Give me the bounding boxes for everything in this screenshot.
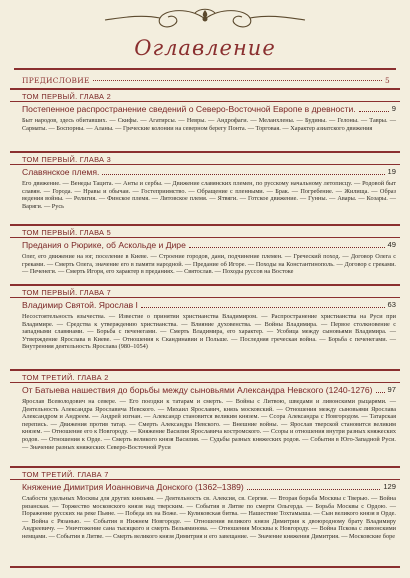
- section-divider: [10, 224, 400, 226]
- section-divider: [10, 164, 400, 165]
- entry-description: Его движение. — Венеды Тацита. — Анты и сербы. — Движение славянских племен, по русскому начальному летописцу. — Родовой быт славян. — Города. — Нравы и обычаи. — Гостеприимство. — Обращение с пленными. — Брак. — Погребение. — Жилища. — Образ ведения войны. — Религия. — Финское племя. — Литовское племя. — Ятвяги. — Готское движение. — Гунны. — Авары. — Козары. — Варяги. — Русь: [22, 180, 396, 210]
- chapter-title: Владимир Святой. Ярослав I: [22, 300, 138, 310]
- chapter-title: Предания о Рюрике, об Аскольде и Дире: [22, 240, 186, 250]
- section-divider: [10, 382, 400, 383]
- chapter-page: 9: [391, 104, 396, 113]
- entry-description: Олег, его движение на юг, поселение в Киеве. — Строение городов, дани, подчинение племен. — Греческий поход. — Договор Олега с греками. — Смерть Олега, значение его в памяти народной. — Предание об Игоре. — Походы на Константинополь. — Договор с греками. — Печенеги. — Смерть Игоря, его характер в преданиях. — Святослав. — Походы руссов на Востоке: [22, 253, 396, 276]
- entry-part: ТОМ ПЕРВЫЙ. ГЛАВА 5: [22, 228, 112, 237]
- entry-description: Слабости удельных Москвы для других князьям. — Деятельность св. Алексия, св. Сергия. — Вторая борьба Москвы с Тверью. — Война рязанская. — Торжество московского князя над тверским. — События в Литве по смерти Ольгерда. — Борьба Москвы с Ордою. — Поражение русских на реке Пьяне. — Победа их на Воже. — Куликовская битва. — Нашествие Тохтамыша. — Сын великого князя в Орде. — Война с Рязанью. — События в Нижнем Новгороде. — Отношения великого князя Димитрия к двоюродному брату Владимиру Андреевичу. — Уничтожение сана тысяцкого и смерть Вельяминова. — Отношения Москвы к Новгороду. — Война Пскова с ливонскими немцами. — События в Литве. — Смерть великого князя Димитрия и его завещание. — Значение княжения Димитрия. — Московские боре: [22, 495, 396, 540]
- entry-description: Быт народов, здесь обитавших. — Скифы. — Агатирсы. — Невры. — Андрофаги. — Меланхлены. — Будины. — Гелоны. — Тавры. — Сарматы. — Боспорны. — Аланы. — Греческие колонии на северном берегу Понта. — Торговая. — Характер азиатского движения: [22, 117, 396, 132]
- toc-preface: [22, 76, 390, 85]
- chapter-title: От Батыева нашествия до борьбы между сыновьями Александра Невского (1240-1276): [22, 385, 373, 395]
- entry-part: ТОМ ПЕРВЫЙ. ГЛАВА 2: [22, 92, 112, 101]
- toc-entry: [10, 88, 400, 132]
- leader-dots: [359, 111, 389, 112]
- section-divider: [10, 284, 400, 286]
- section-divider: [10, 479, 400, 480]
- entry-description: Несостоятельность язычества. — Известие о принятии христианства Владимиром. — Распространение христианства на Руси при Владимире. — Средства к утверждению христианства. — Влияние духовенства. — Войны Владимира. — Первое столкновение с западными славянами. — Борьба с печенегами. — Смерть Владимира, его характер. — Усобица между сыновьями Владимира. — Утверждение Ярослава в Киеве. — Отношения к Скандинавии и Польше. — Последняя греческая война. — Борьба с печенегами. — Внутренняя деятельность Ярослава (980–1054): [22, 313, 396, 351]
- leader-dots: [102, 174, 384, 175]
- title-divider: [14, 68, 396, 70]
- entry-part: ТОМ ПЕРВЫЙ. ГЛАВА 7: [22, 288, 112, 297]
- toc-entry: [10, 224, 400, 276]
- section-divider: [10, 88, 400, 90]
- toc-entry: [10, 466, 400, 541]
- chapter-page: 49: [387, 240, 396, 249]
- section-divider: [10, 369, 400, 371]
- entry-part: ТОМ ТРЕТИЙ. ГЛАВА 2: [22, 373, 109, 382]
- entry-chapter: [10, 104, 400, 114]
- bottom-divider: [10, 566, 400, 568]
- entry-chapter: [10, 300, 400, 310]
- entry-chapter: [10, 240, 400, 250]
- leader-dots: [247, 489, 381, 490]
- preface-page: 5: [384, 76, 390, 85]
- leader-dots: [141, 307, 385, 308]
- ornament-header-icon: [0, 4, 410, 34]
- toc-entry: [10, 284, 400, 351]
- leader-dots: [93, 80, 382, 81]
- page-title: Оглавление: [134, 36, 276, 60]
- entry-part: ТОМ ПЕРВЫЙ. ГЛАВА 3: [22, 155, 112, 164]
- entry-chapter: [10, 167, 400, 177]
- chapter-page: 19: [387, 167, 396, 176]
- chapter-page: 97: [387, 385, 396, 394]
- chapter-title: Славянское племя.: [22, 167, 100, 177]
- chapter-title: Постепенное распространение сведений о Северо-Восточной Европе в древности.: [22, 104, 356, 114]
- toc-entry: [10, 369, 400, 451]
- preface-label: ПРЕДИСЛОВИЕ: [22, 76, 90, 85]
- chapter-title: Княжение Димитрия Иоанновича Донского (1362–1389): [22, 482, 244, 492]
- leader-dots: [376, 392, 385, 393]
- leader-dots: [189, 247, 385, 248]
- entry-part: ТОМ ТРЕТИЙ. ГЛАВА 7: [22, 470, 109, 479]
- entry-chapter: [10, 385, 400, 395]
- chapter-page: 63: [387, 300, 396, 309]
- section-divider: [10, 151, 400, 153]
- section-divider: [10, 101, 400, 102]
- entry-chapter: [10, 482, 400, 492]
- section-divider: [10, 297, 400, 298]
- section-divider: [10, 466, 400, 468]
- section-divider: [10, 237, 400, 238]
- chapter-page: 129: [383, 482, 396, 491]
- entry-description: Ярослав Всеволодович на севере. — Его поездки к татарам и смерть. — Войны с Литвою, шведами и ливонскими рыцарями. — Деятельность Александра Ярославича Невского. — Михаил Ярославич, князь московский. — Отношения между сыновьями Ярослава Александром и Андреем. — Андрей изгнан. — Александр становится великим князем. — Ссора Александра с Новгородом. — Татарская перепись. — Движения против татар. — Смерть Александра Невского. — Внешние войны. — Ярослав тверской становится великим князем. — Отношение его к Новгороду. — Княжение Василия Ярославича костромского. — Ссоры и отношения внутри разных княжеских родов. — Отношения к Орде. — Смерть великого князя Василия. — Судьбы разных княжеских родов. — События в Юго-Западной Руси. — Значение разных княжеских Северо-Восточной Руси: [22, 398, 396, 451]
- toc-entry: [10, 151, 400, 210]
